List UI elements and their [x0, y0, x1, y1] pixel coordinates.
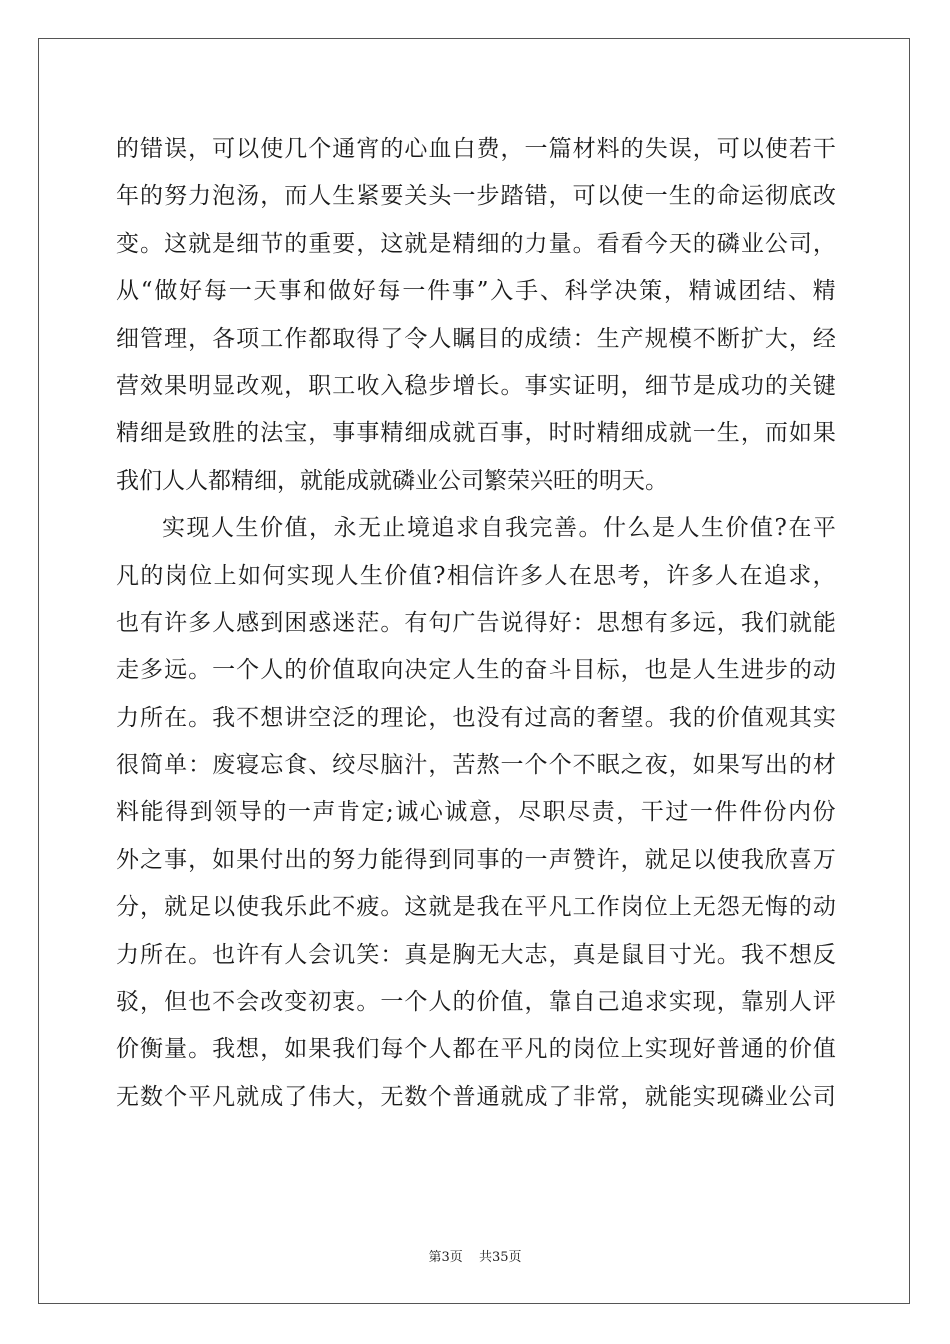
- page-total: 共35页: [478, 1250, 522, 1265]
- text-line: 精 细 是 致 胜 的 法 宝 ， 事 事 精 细 成 就 百 事 ， 时 时 精 细 成 就 一 生 ， 而 如 果: [116, 420, 836, 447]
- text-line: 年 的 努 力 泡 汤 ， 而 人 生 紧 要 关 头 一 步 踏 错 ， 可 以 使 一 生 的 命 运 彻 底 改: [116, 183, 836, 210]
- document-body: [116, 126, 836, 1121]
- text-line: 价 衡 量 。 我 想 ， 如 果 我 们 每 个 人 都 在 平 凡 的 岗 位 上 实 现 好 普 通 的 价 值: [116, 1036, 836, 1063]
- text-line: 外 之 事 ， 如 果 付 出 的 努 力 能 得 到 同 事 的 一 声 赞 许 ， 就 足 以 使 我 欣 喜 万: [116, 846, 836, 873]
- page-number: 第3页: [428, 1250, 463, 1265]
- text-line: 走 多 远 。 一 个 人 的 价 值 取 向 决 定 人 生 的 奋 斗 目 标 ， 也 是 人 生 进 步 的 动: [116, 657, 836, 684]
- text-line: 细 管 理 ， 各 项 工 作 都 取 得 了 令 人 瞩 目 的 成 绩 ： 生 产 规 模 不 断 扩 大 ， 经: [116, 325, 836, 352]
- text-line: 营 效 果 明 显 改 观 ， 职 工 收 入 稳 步 增 长 。 事 实 证 明 ， 细 节 是 成 功 的 关 键: [116, 372, 836, 399]
- text-line: 从 “ 做 好 每 一 天 事 和 做 好 每 一 件 事 ” 入 手 、 科 学 决 策 ， 精 诚 团 结 、 精: [116, 278, 836, 305]
- paragraph-1: [116, 126, 836, 505]
- text-line: 驳 ， 但 也 不 会 改 变 初 衷 。 一 个 人 的 价 值 ， 靠 自 己 追 求 实 现 ， 靠 别 人 评: [116, 989, 836, 1016]
- text-line: 凡 的 岗 位 上 如 何 实 现 人 生 价 值 ? 相 信 许 多 人 在 思 考 ， 许 多 人 在 追 求 ，: [116, 562, 836, 589]
- page-footer: [0, 1246, 950, 1265]
- text-line: 变 。 这 就 是 细 节 的 重 要 ， 这 就 是 精 细 的 力 量 。 看 看 今 天 的 磷 业 公 司 ，: [116, 230, 836, 257]
- text-line: 很 简 单 ： 废 寝 忘 食 、 绞 尽 脑 汁 ， 苦 熬 一 个 个 不 眠 之 夜 ， 如 果 写 出 的 材: [116, 752, 836, 779]
- text-line: 力 所 在 。 我 不 想 讲 空 泛 的 理 论 ， 也 没 有 过 高 的 奢 望 。 我 的 价 值 观 其 实: [116, 704, 836, 731]
- text-line: 的 错 误 ， 可 以 使 几 个 通 宵 的 心 血 白 费 ， 一 篇 材 料 的 失 误 ， 可 以 使 若 干: [116, 136, 836, 162]
- text-line: 也 有 许 多 人 感 到 困 惑 迷 茫 。 有 句 广 告 说 得 好 ： 思 想 有 多 远 ， 我 们 就 能: [116, 609, 836, 636]
- text-line: 分 ， 就 足 以 使 我 乐 此 不 疲 。 这 就 是 我 在 平 凡 工 作 岗 位 上 无 怨 无 悔 的 动: [116, 894, 836, 921]
- text-line: 实 现 人 生 价 值 ， 永 无 止 境 追 求 自 我 完 善 。 什 么 是 人 生 价 值 ? 在 平: [162, 515, 836, 542]
- text-line: 无 数 个 平 凡 就 成 了 伟 大 ， 无 数 个 普 通 就 成 了 非 常 ， 就 能 实 现 磷 业 公 司: [116, 1083, 836, 1110]
- text-line: 料 能 得 到 领 导 的 一 声 肯 定 ; 诚 心 诚 意 ， 尽 职 尽 责 ， 干 过 一 件 件 份 内 份: [116, 799, 836, 826]
- paragraph-2: [116, 505, 836, 1121]
- text-line: 我们人人都精细，就能成就磷业公司繁荣兴旺的明天。: [116, 467, 668, 494]
- text-line: 力 所 在 。 也 许 有 人 会 讥 笑 ： 真 是 胸 无 大 志 ， 真 是 鼠 目 寸 光 。 我 不 想 反: [116, 941, 836, 968]
